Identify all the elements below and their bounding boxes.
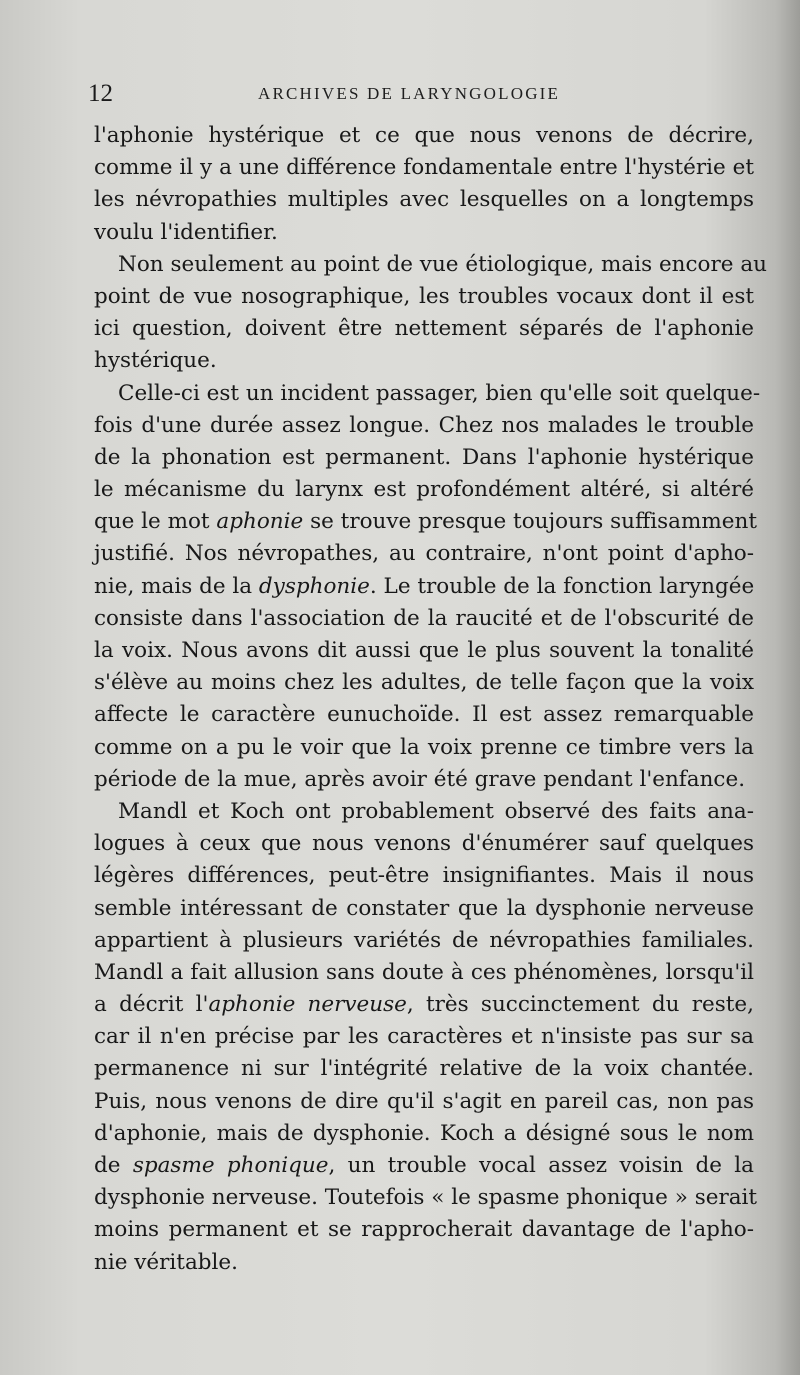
text-line: hystérique. bbox=[94, 348, 217, 374]
text-segment: . Le trouble de la fonction laryngée bbox=[369, 573, 755, 599]
text-line: d'aphonie, mais de dysphonie. Koch a désigné sous le nom bbox=[94, 1120, 754, 1146]
text-line: affecte le caractère eunuchoïde. Il est assez remarquable bbox=[94, 702, 754, 728]
text-line: appartient à plusieurs variétés de névropathies familiales. bbox=[94, 927, 754, 953]
text-line: la voix. Nous avons dit aussi que le plus souvent la tonalité bbox=[94, 638, 754, 663]
text-line bbox=[94, 1150, 754, 1182]
paragraph bbox=[94, 120, 754, 249]
italic-term: aphonie bbox=[216, 509, 304, 535]
text-line: justifié. Nos névropathes, au contraire, n'ont point d'apho- bbox=[94, 541, 754, 567]
text-line: logues à ceux que nous venons d'énumérer sauf quelques bbox=[94, 831, 754, 857]
text-segment: , un trouble vocal assez voisin de la bbox=[328, 1153, 754, 1178]
text-line: semble intéressant de constater que la dysphonie nerveuse bbox=[94, 895, 754, 921]
text-line: le mécanisme du larynx est profondément altéré, si altéré bbox=[94, 477, 754, 503]
italic-term: aphonie nerveuse bbox=[208, 992, 407, 1018]
text-segment: , très succinctement du reste, bbox=[406, 992, 754, 1018]
text-segment: a décrit l' bbox=[94, 992, 209, 1018]
paragraph bbox=[94, 796, 758, 1279]
running-head: ARCHIVES DE LARYNGOLOGIE bbox=[258, 84, 561, 103]
text-line: l'aphonie hystérique et ce que nous venons de décrire, bbox=[94, 123, 754, 148]
text-line: moins permanent et se rapprocherait davantage de l'apho- bbox=[94, 1217, 754, 1243]
italic-term: dysphonie bbox=[258, 573, 370, 599]
text-line: consiste dans l'association de la raucité et de l'obscurité de bbox=[94, 605, 754, 631]
text-line: comme il y a une différence fondamentale entre l'hystérie et bbox=[94, 155, 754, 181]
text-line bbox=[94, 989, 754, 1021]
text-line: Mandl et Koch ont probablement observé des faits ana- bbox=[118, 798, 754, 824]
text-line: nie véritable. bbox=[94, 1249, 238, 1275]
text-line: légères différences, peut-être insignifiantes. Mais il nous bbox=[94, 863, 754, 889]
text-line: Puis, nous venons de dire qu'il s'agit en pareil cas, non pas bbox=[94, 1088, 754, 1114]
text-line: ici question, doivent être nettement séparés de l'aphonie bbox=[94, 316, 754, 342]
text-line: Non seulement au point de vue étiologique, mais encore au bbox=[118, 251, 767, 277]
text-segment: nie, mais de la bbox=[94, 573, 259, 599]
text-line bbox=[94, 506, 757, 538]
text-line: période de la mue, après avoir été grave pendant l'enfance. bbox=[94, 766, 746, 792]
text-line: car il n'en précise par les caractères et n'insiste pas sur sa bbox=[94, 1024, 754, 1050]
text-segment: se trouve presque toujours suffisamment bbox=[303, 509, 757, 535]
text-line: fois d'une durée assez longue. Chez nos malades le trouble bbox=[94, 412, 754, 438]
paragraph bbox=[94, 378, 761, 796]
text-line: s'élève au moins chez les adultes, de telle façon que la voix bbox=[94, 670, 754, 696]
text-line: dysphonie nerveuse. Toutefois « le spasme phonique » serait bbox=[94, 1185, 758, 1211]
text-line: Celle-ci est un incident passager, bien qu'elle soit quelque- bbox=[118, 380, 761, 406]
text-line: Mandl a fait allusion sans doute à ces phénomènes, lorsqu'il bbox=[94, 959, 754, 985]
text-segment: que le mot bbox=[94, 509, 217, 535]
body-text bbox=[94, 120, 767, 1279]
text-line: comme on a pu le voir que la voix prenne ce timbre vers la bbox=[94, 734, 754, 760]
text-line: point de vue nosographique, les troubles vocaux dont il est bbox=[94, 283, 754, 309]
text-line bbox=[94, 571, 754, 603]
paragraph bbox=[94, 249, 767, 378]
text-line: de la phonation est permanent. Dans l'aphonie hystérique bbox=[94, 444, 754, 470]
text-segment: de bbox=[94, 1153, 133, 1178]
page-number: 12 bbox=[88, 80, 113, 107]
text-line: voulu l'identifier. bbox=[94, 219, 278, 245]
text-line: permanence ni sur l'intégrité relative de la voix chantée. bbox=[94, 1056, 754, 1082]
text-line: les névropathies multiples avec lesquelles on a longtemps bbox=[94, 187, 754, 213]
italic-term: spasme phonique bbox=[132, 1153, 329, 1178]
